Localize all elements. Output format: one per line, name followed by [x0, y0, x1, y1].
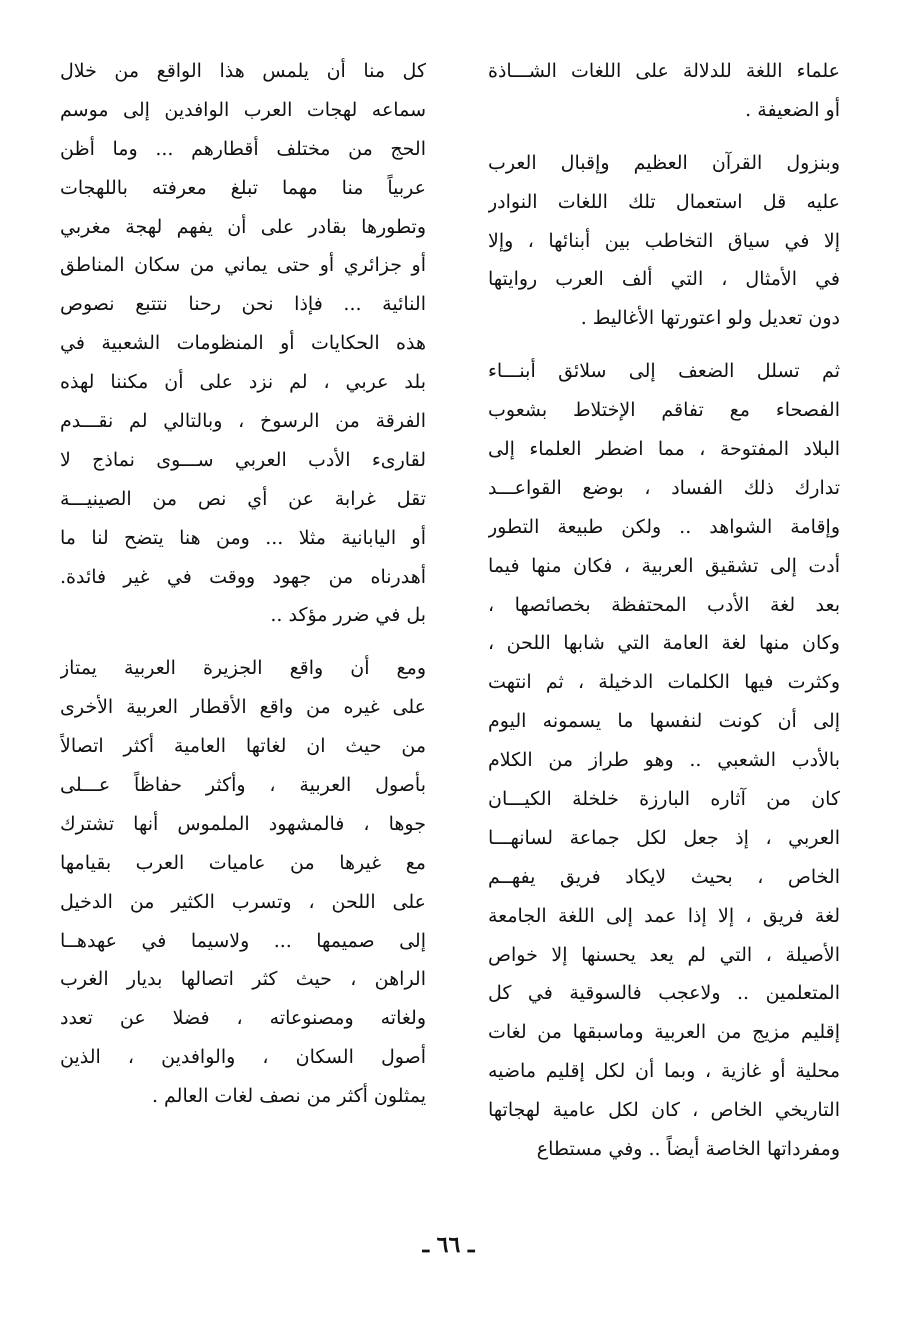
- text-line: أو اليابانية مثلا ... ومن هنا يتضح لنا ما: [60, 526, 426, 549]
- text-line: لقارىء الأدب العربي ســـوى نماذج لا: [60, 448, 426, 471]
- text-line: إلا في سياق التخاطب بين أبنائها ، وإلا: [488, 229, 840, 252]
- text-line: بأصول العربية ، وأكثر حفاظاً عـــلى: [60, 774, 426, 797]
- text-line: العربي ، إذ جعل لكل جماعة لسانهـــا: [488, 826, 840, 849]
- text-line: الخاص ، بحيث لايكاد فريق يفهــم: [488, 865, 840, 888]
- text-line: وبنزول القرآن العظيم وإقبال العرب: [488, 151, 840, 174]
- text-line: دون تعديل ولو اعتورتها الأغاليط .: [580, 307, 840, 330]
- text-line: جوها ، فالمشهود الملموس أنها تشترك: [60, 812, 426, 835]
- text-line: المتعلمين .. ولاعجب فالسوقية في كل: [488, 982, 840, 1005]
- text-line: الفرقة من الرسوخ ، وبالتالي لم نقـــدم: [60, 410, 426, 433]
- text-line: هذه الحكايات أو المنظومات الشعبية في: [60, 332, 426, 355]
- text-line: في الأمثال ، التي ألف العرب روايتها: [488, 268, 840, 291]
- text-line: ولغاته ومصنوعاته ، فضلا عن تعدد: [60, 1007, 426, 1030]
- text-line: كل منا أن يلمس هذا الواقع من خلال: [60, 60, 426, 82]
- text-line: وكان منها لغة العامة التي شابها اللحن ،: [488, 632, 840, 655]
- paragraph-gap: [488, 338, 840, 352]
- paragraph: [488, 144, 840, 338]
- paragraph: [60, 52, 426, 635]
- text-line: يمثلون أكثر من نصف لغات العالم .: [151, 1085, 426, 1108]
- text-line: عربياً منا مهما تبلغ معرفته باللهجات: [60, 176, 426, 199]
- text-line: إقليم مزيج من العربية وماسبقها من لغات: [488, 1021, 840, 1044]
- text-line: على اللحن ، وتسرب الكثير من الدخيل: [60, 890, 426, 913]
- text-line: الفصحاء مع تفاقم الإختلاط بشعوب: [488, 399, 840, 422]
- text-line: وتطورها بقادر على أن يفهم لهجة مغربي: [60, 215, 426, 238]
- text-line: أو الضعيفة .: [745, 98, 840, 121]
- text-line: بل في ضرر مؤكد ..: [270, 604, 426, 627]
- text-line: من حيث ان لغاتها العامية أكثر اتصالاً: [60, 735, 426, 758]
- text-line: لغة فريق ، إلا إذا عمد إلى اللغة الجامعة: [488, 904, 840, 927]
- paragraph-gap: [60, 635, 426, 649]
- paragraph: [488, 352, 840, 1169]
- text-line: إلى أن كونت لنفسها ما يسمونه اليوم: [488, 710, 840, 733]
- text-line: مع غيرها من عاميات العرب بقيامها: [60, 851, 426, 874]
- text-line: ومع أن واقع الجزيرة العربية يمتاز: [60, 657, 426, 680]
- paragraph: [488, 52, 840, 130]
- text-line: بلد عربي ، لم نزد على أن مكننا لهذه: [60, 371, 426, 394]
- text-line: كان من آثاره البارزة خلخلة الكيـــان: [488, 788, 840, 811]
- paragraph: [60, 649, 426, 1116]
- text-line: عليه قل استعمال تلك اللغات النوادر: [488, 190, 840, 213]
- text-line: تدارك ذلك الفساد ، بوضع القواعـــد: [488, 476, 840, 499]
- text-line: الأصيلة ، التي لم يعد يحسنها إلا خواص: [488, 943, 840, 966]
- text-line: علماء اللغة للدلالة على اللغات الشـــاذة: [488, 60, 840, 82]
- text-line: بعد لغة الأدب المحتفظة بخصائصها ،: [488, 593, 840, 616]
- text-line: أو جزائري أو حتى يماني من سكان المناطق: [60, 254, 426, 277]
- text-line: أدت إلى تشقيق العربية ، فكان منها فيما: [488, 554, 840, 577]
- text-line: الراهن ، حيث كثر اتصالها بديار الغرب: [60, 968, 426, 991]
- text-line: سماعه لهجات العرب الوافدين إلى موسم: [60, 98, 426, 121]
- text-line: أهدرناه من جهود ووقت في غير فائدة.: [60, 565, 426, 588]
- text-line: وكثرت فيها الكلمات الدخيلة ، ثم انتهت: [488, 671, 840, 694]
- text-line: ومفرداتها الخاصة أيضاً .. وفي مستطاع: [536, 1138, 840, 1161]
- text-line: محلية أو غازية ، وبما أن لكل إقليم ماضيه: [488, 1060, 840, 1083]
- text-line: أصول السكان ، والوافدين ، الذين: [60, 1046, 426, 1069]
- text-line: على غيره من واقع الأقطار العربية الأخرى: [60, 696, 426, 719]
- text-line: وإقامة الشواهد .. ولكن طبيعة التطور: [488, 515, 840, 538]
- paragraph-gap: [488, 130, 840, 144]
- right-column: [488, 52, 840, 1169]
- text-line: الحج من مختلف أقطارهم ... وما أظن: [60, 137, 426, 160]
- text-line: ثم تسلل الضعف إلى سلائق أبنـــاء: [488, 360, 840, 383]
- text-line: تقل غرابة عن أي نص من الصينيـــة: [60, 487, 426, 510]
- text-line: بالأدب الشعبي .. وهو طراز من الكلام: [488, 749, 840, 772]
- text-line: إلى صميمها ... ولاسيما في عهدهــا: [60, 929, 426, 952]
- text-line: النائية ... فإذا نحن رحنا نتتبع نصوص: [60, 293, 426, 316]
- page-number: ـ ٦٦ ـ: [422, 1232, 475, 1258]
- left-column: [60, 52, 426, 1116]
- text-line: التاريخي الخاص ، كان لكل عامية لهجاتها: [488, 1099, 840, 1122]
- text-line: البلاد المفتوحة ، مما اضطر العلماء إلى: [488, 438, 840, 461]
